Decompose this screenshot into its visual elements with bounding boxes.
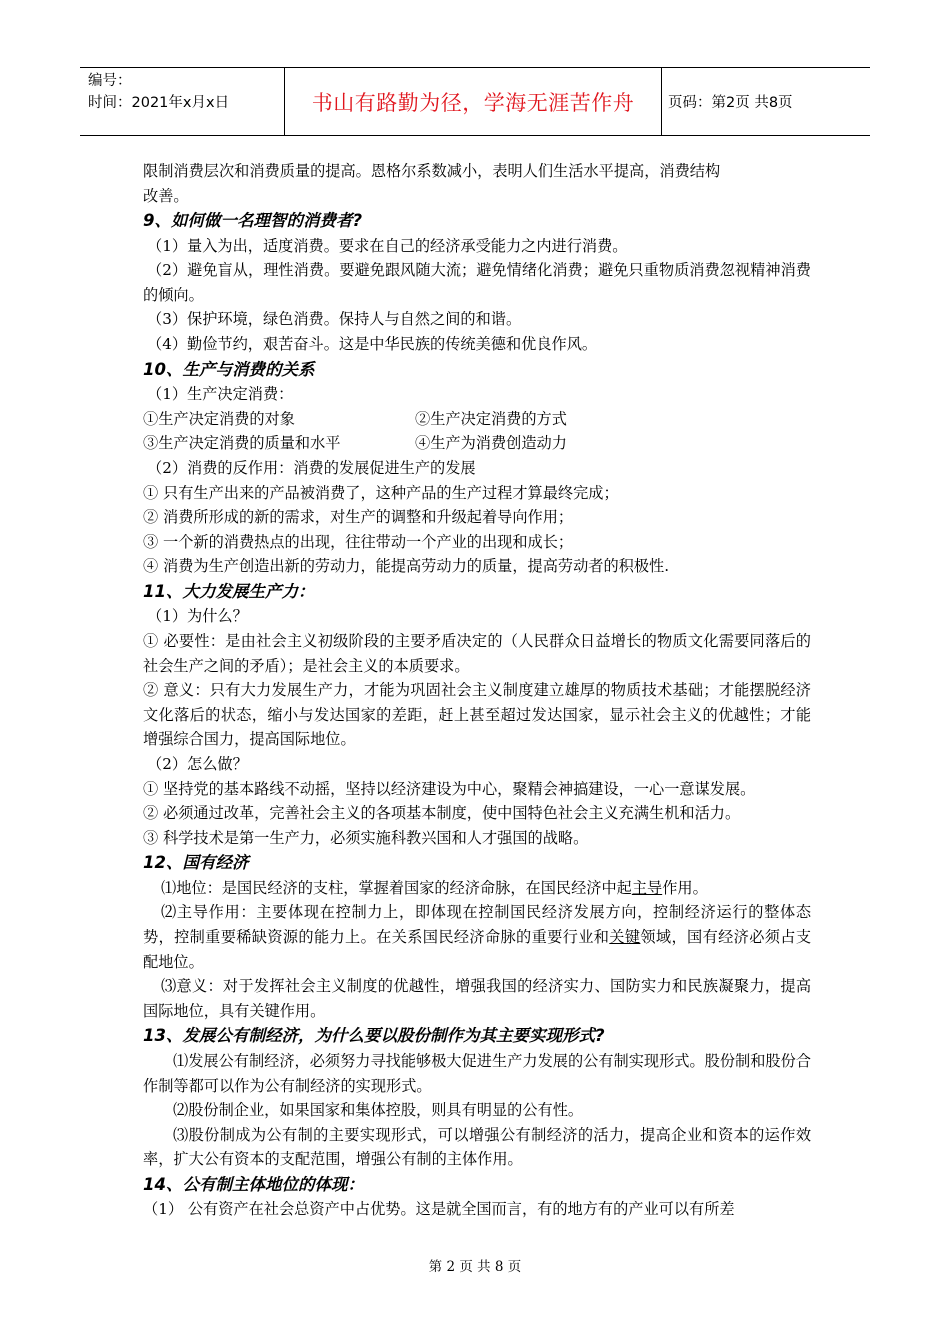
list-item: ② 消费所形成的新的需求，对生产的调整和升级起着导向作用；	[143, 508, 574, 527]
paragraph: （3）保护环境，绿色消费。保持人与自然之间的和谐。	[147, 310, 522, 329]
paragraph: ⑶意义：对于发挥社会主义制度的优越性，增强我国的经济实力、国防实力和民族凝聚力，提高国际地位，具有关键作用。	[143, 977, 811, 1020]
list-item: ① 只有生产出来的产品被消费了，这种产品的生产过程才算最终完成；	[143, 483, 619, 502]
paragraph: （1）量入为出，适度消费。要求在自己的经济承受能力之内进行消费。	[147, 236, 628, 255]
section-heading: 12、国有经济	[143, 853, 249, 873]
paragraph: （1）生产决定消费：	[147, 385, 294, 404]
paragraph: （1） 公有资产在社会总资产中占优势。这是就全国而言，有的地方有的产业可以有所差	[143, 1200, 735, 1219]
paragraph: ⑵股份制企业，如果国家和集体控股，则具有明显的公有性。	[173, 1101, 584, 1120]
paragraph: ⑵主导作用：主要体现在控制力上，即体现在控制国民经济发展方向，控制经济运行的整体态势，控制重要稀缺资源的能力上。在关系国民经济命脉的重要行业和关键领域，国有经济必须占支配地位。	[143, 903, 812, 971]
list-item: ① 必要性：是由社会主义初级阶段的主要矛盾决定的（人民群众日益增长的物质文化需要同落后的社会生产之间的矛盾）；是社会主义的本质要求。	[143, 632, 811, 675]
paragraph: （2）避免盲从，理性消费。要避免跟风随大流；避免情绪化消费；避免只重物质消费忽视精神消费的倾向。	[143, 261, 811, 304]
page-footer: 第 2 页 共 8 页	[428, 1259, 522, 1275]
list-item: ③ 一个新的消费热点的出现，往往带动一个产业的出现和成长；	[143, 532, 574, 551]
underlined-term: 主导	[631, 878, 663, 897]
section-heading: 13、发展公有制经济，为什么要以股份制作为其主要实现形式?	[143, 1026, 605, 1046]
list-item: ② 意义：只有大力发展生产力，才能为巩固社会主义制度建立雄厚的物质技术基础；才能摆脱经济文化落后的状态，缩小与发达国家的差距，赶上甚至超过发达国家，显示社会主义的优越性；才能增强综合国力，提高国际地位。	[143, 681, 811, 749]
list-item: ②生产决定消费的方式	[415, 409, 567, 428]
list-item: ③ 科学技术是第一生产力，必须实施科教兴国和人才强国的战略。	[143, 828, 589, 847]
paragraph: （4）勤俭节约，艰苦奋斗。这是中华民族的传统美德和优良作风。	[147, 335, 598, 354]
list-item: ① 坚持党的基本路线不动摇，坚持以经济建设为中心，聚精会神搞建设，一心一意谋发展。	[143, 779, 756, 798]
paragraph: （1）为什么？	[147, 607, 248, 626]
list-item: ② 必须通过改革，完善社会主义的各项基本制度，使中国特色社会主义充满生机和活力。	[143, 804, 741, 823]
header-motto: 书山有路勤为径，学海无涯苦作舟	[284, 68, 662, 135]
list-row	[143, 407, 811, 432]
paragraph: 限制消费层次和消费质量的提高。恩格尔系数减小，表明人们生活水平提高，消费结构	[143, 162, 721, 180]
list-item: ④ 消费为生产创造出新的劳动力，能提高劳动力的质量，提高劳动者的积极性.	[143, 557, 670, 576]
list-item: ④生产为消费创造动力	[415, 434, 567, 453]
list-row	[143, 431, 811, 456]
paragraph: ⑴地位：是国民经济的支柱，掌握着国家的经济命脉，在国民经济中起主导作用。	[161, 878, 708, 897]
paragraph: ⑴发展公有制经济，必须努力寻找能够极大促进生产力发展的公有制实现形式。股份制和股份合作制等都可以作为公有制经济的实现形式。	[143, 1051, 811, 1095]
list-item: ①生产决定消费的对象	[143, 409, 295, 428]
header-page-code: 页码：第2页 共8页	[668, 95, 793, 111]
document-body	[143, 159, 811, 1222]
document-number-label: 编号：	[88, 73, 132, 89]
paragraph: ⑶股份制成为公有制的主要实现形式，可以增强公有制经济的活力，提高企业和资本的运作效率，扩大公有资本的支配范围，增强公有制的主体作用。	[143, 1125, 811, 1169]
list-item: ③生产决定消费的质量和水平	[143, 434, 341, 453]
paragraph: （2）消费的反作用：消费的发展促进生产的发展	[147, 458, 476, 477]
section-heading: 9、如何做一名理智的消费者?	[143, 211, 363, 231]
section-heading: 11、大力发展生产力：	[143, 581, 315, 601]
document-time-label: 时间：2021年x月x日	[88, 95, 230, 111]
underlined-term: 关键	[609, 928, 641, 947]
paragraph: 改善。	[143, 186, 189, 205]
section-heading: 14、公有制主体地位的体现：	[143, 1174, 364, 1194]
paragraph: （2）怎么做？	[147, 754, 248, 773]
page-header	[80, 67, 870, 136]
section-heading: 10、生产与消费的关系	[143, 359, 315, 379]
header-meta	[80, 68, 284, 137]
